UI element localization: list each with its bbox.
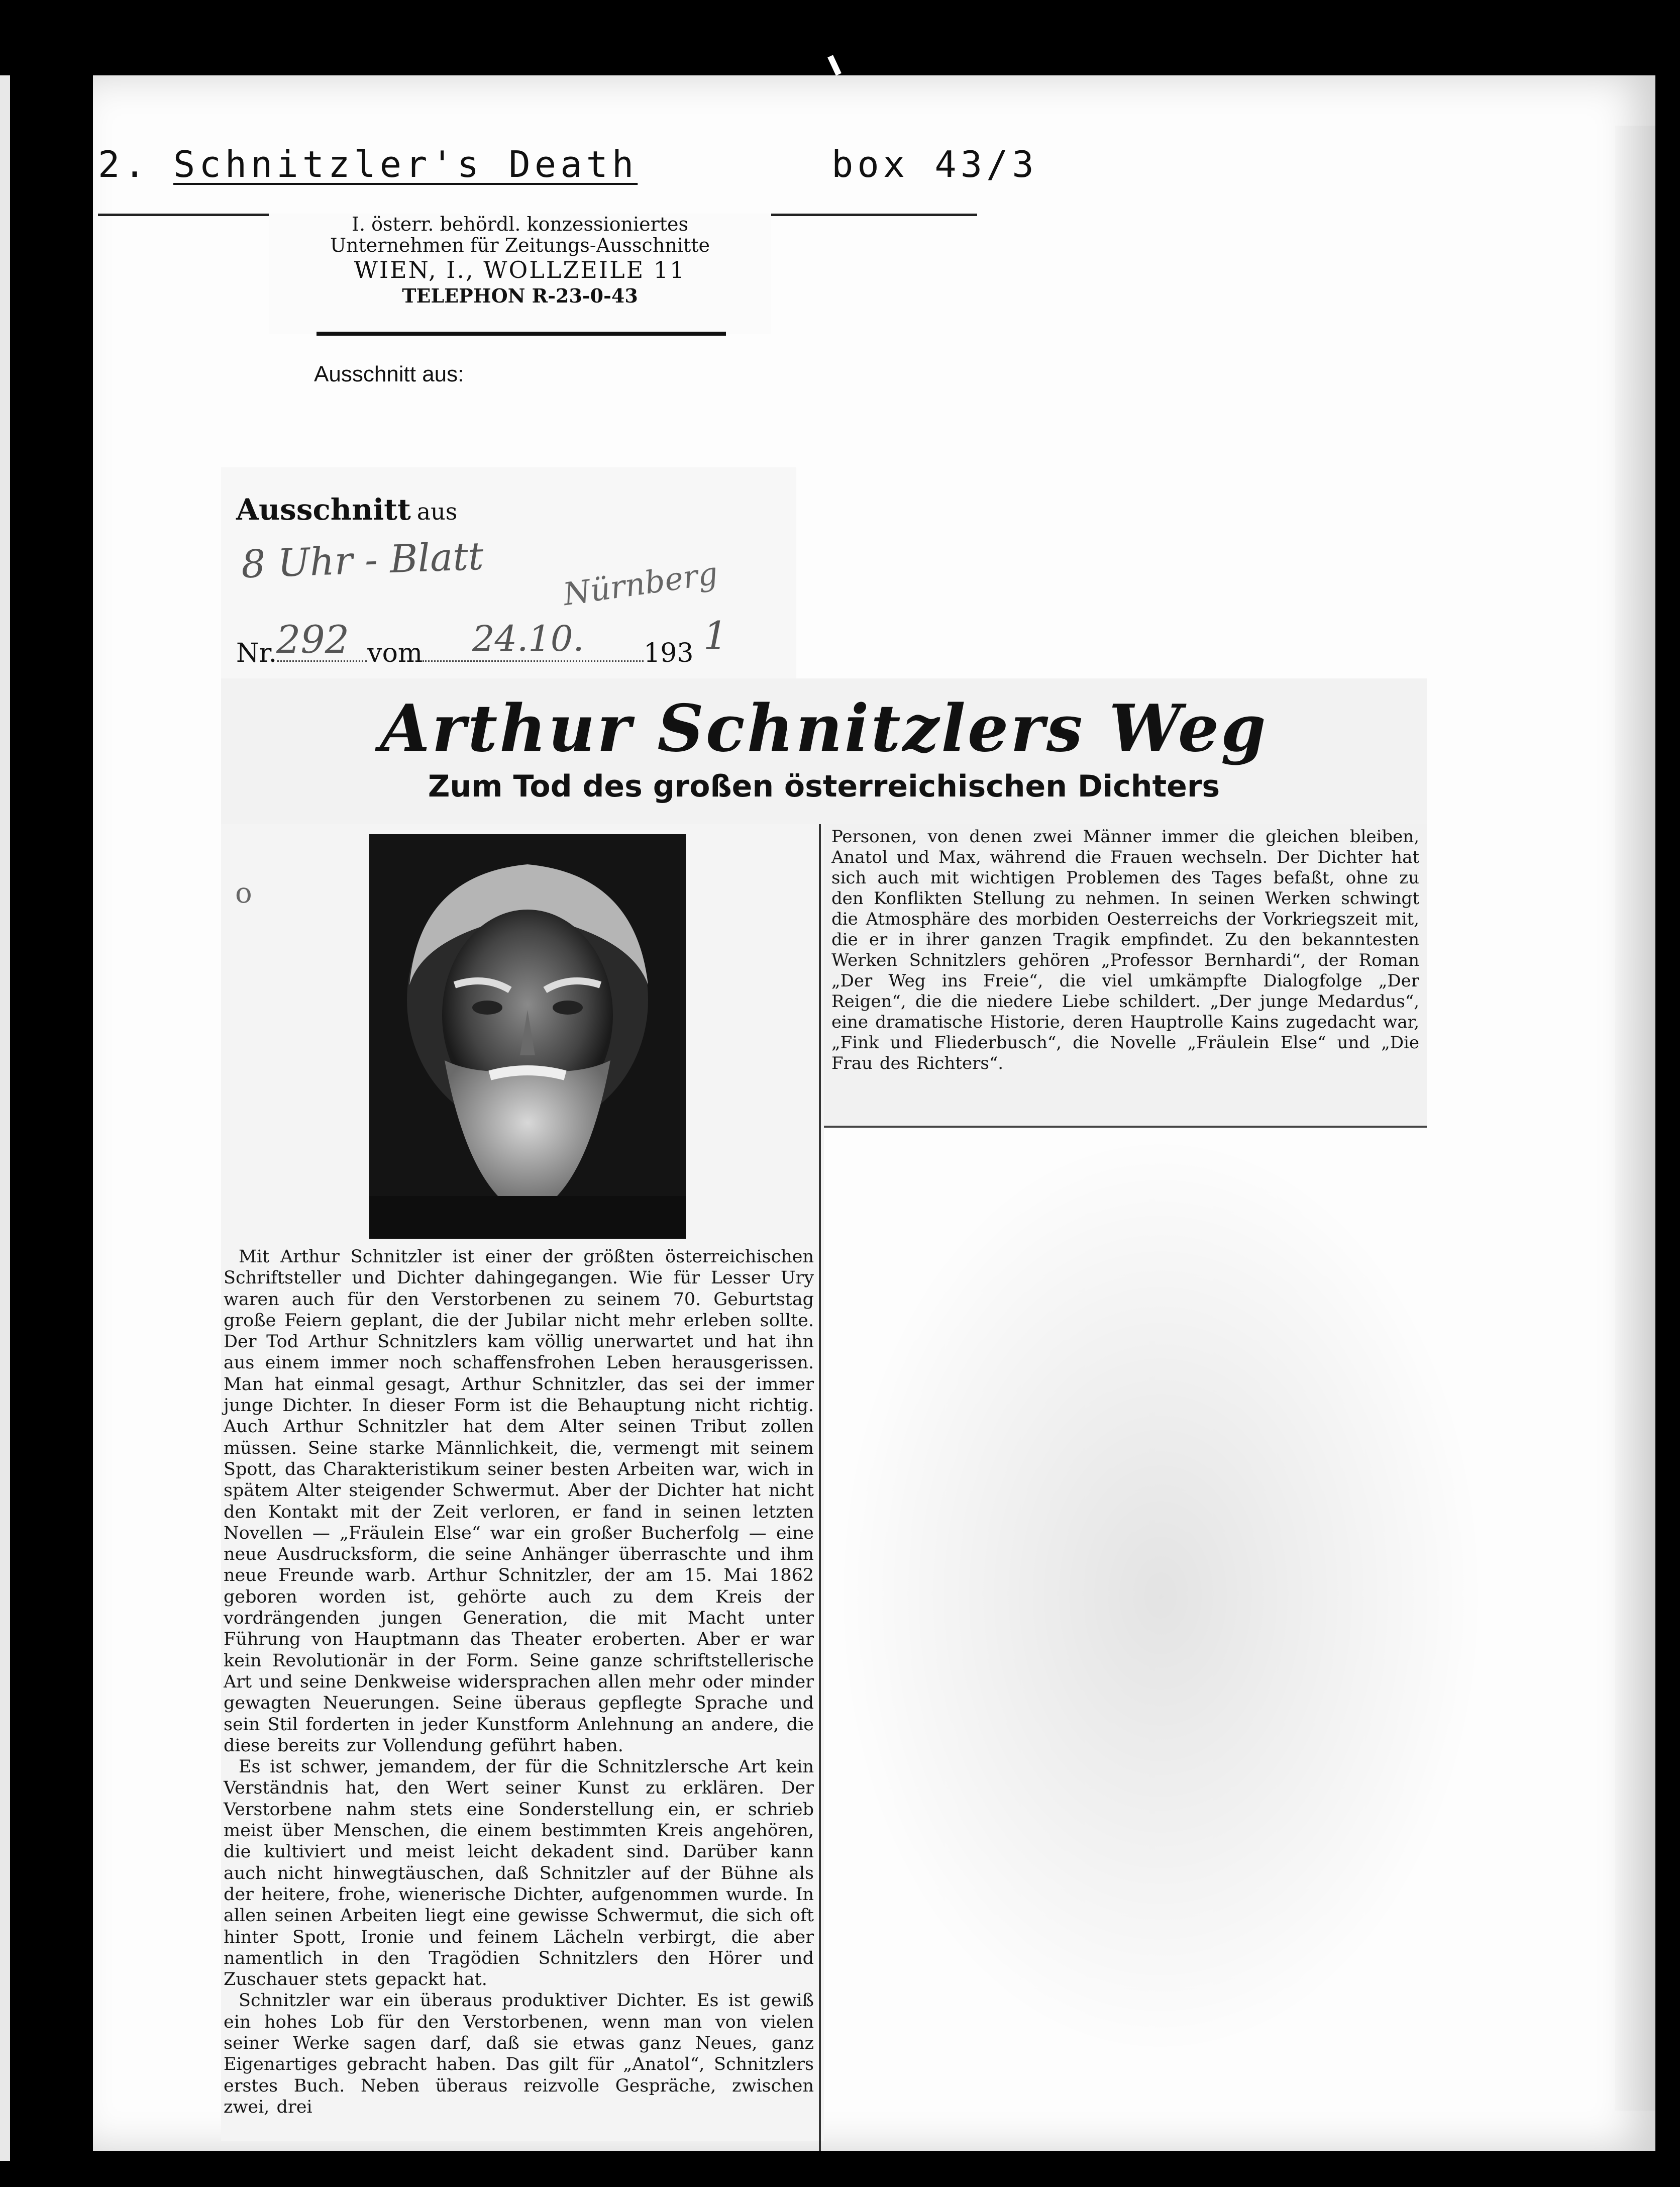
vom-label: vom [367,638,423,668]
article-subheadline: Zum Tod des großen österreichischen Dichters [428,769,1220,804]
agency-address: WIEN, I., WOLLZEILE 11 [354,256,686,283]
header-title: Schnitzler's Death [173,143,638,185]
clipping-edge [819,824,821,2151]
handwritten-year: 1 [703,613,728,658]
agency-line-1: I. österr. behördl. konzessioniertes [351,213,689,235]
nr-label: Nr. [236,638,277,668]
portrait-photo [369,834,686,1239]
page-shading [834,1131,1487,2060]
right-column-paragraph: Personen, von denen zwei Männer immer die gleichen bleiben, Anatol und Max, während die Frauen wechseln. Der Dichter hat sich auch mit wichtigen Problemen des Tages befaßt, ohne zu den Konflikten Stellung zu nehmen. In seinen Werken schwingt die Atmosphäre des morbiden Oesterreichs der Vorkriegszeit mit, die er in ihrer ganzen Tragik empfindet. Zu den bekanntesten Werken Schnitzlers gehören „Professor Bernhardi“, der Roman „Der Weg ins Freie“, die viel umkämpfte Dialogfolge „Der Reigen“, die die niedere Liebe schildert. „Der junge Medardus“, eine dramatische Historie, deren Hauptrolle Kains zugedacht war, „Fink und Fliederbusch“, die Novelle „Fräulein Else“ und „Die Frau des Richters“. [831,827,1419,1073]
scan-mark [827,55,842,75]
clipping-slip [221,467,796,693]
header-box-number: box 43/3 [831,143,1038,185]
handwritten-number: 292 [276,617,350,662]
agency-rule [317,332,726,336]
slip-label-suffix: aus [416,498,458,525]
year-prefix: 193 [644,638,694,668]
header-number: 2. [98,143,150,185]
slip-label: Ausschnitt aus [236,492,458,527]
handwritten-source: 8 Uhr - Blatt [240,533,484,587]
margin-mark: o [235,877,252,910]
article-left-column-text [224,1246,814,2118]
article-paragraph-2: Es ist schwer, jemandem, der für die Schnitzlersche Art kein Verständnis hat, den Wert seiner Kunst zu erklären. Der Verstorbene nahm stets eine Sonderstellung ein, er schrieb meist über Menschen, die einem bestimmten Kreis angehören, die kultiviert und meist leicht dekadent sind. Darüber kann auch nicht hinwegtäuschen, daß Schnitzler auf der Bühne als der heitere, frohe, wienerische Dichter, aufgenommen wurde. In allen seinen Arbeiten liegt eine gewisse Schwermut, die sich oft hinter Spott, Ironie und feinem Lächeln verbirgt, die aber namentlich in den Tragödien Schnitzlers den Hörer und Zuschauer stets gepackt hat. [224,1757,814,1990]
archive-header [98,143,1038,198]
page-edge [1615,126,1655,2111]
handwritten-date: 24.10. [472,618,584,659]
article-headline: Arthur Schnitzlers Weg [380,691,1268,766]
agency-line-2: Unternehmen für Zeitungs-Ausschnitte [330,234,710,256]
handwritten-edition: Nürnberg [561,554,720,613]
article-right-column-text [831,827,1419,1074]
agency-from-label: Ausschnitt aus: [314,362,464,386]
agency-telephone: TELEPHON R-23-0-43 [402,284,638,307]
article-paragraph-1: Mit Arthur Schnitzler ist einer der größten österreichischen Schriftsteller und Dichter dahingegangen. Wie für Lesser Ury waren auch für den Verstorbenen zu seinem 70. Geburtstag große Feiern geplant, die der Jubilar nicht mehr erleben sollte. Der Tod Arthur Schnitzlers kam völlig unerwartet und hat ihn aus einem immer noch schaffensfrohen Leben herausgerissen. Man hat einmal gesagt, Arthur Schnitzler, das sei der immer junge Dichter. In dieser Form ist die Behauptung nicht richtig. Auch Arthur Schnitzler hat dem Alter seinen Tribut zollen müssen. Seine starke Männlichkeit, die, vermengt mit seinem Spott, das Charakteristikum seiner besten Arbeiten war, wich in spätem Alter steigender Schwermut. Aber der Dichter hat nicht den Kontakt mit der Zeit verloren, er fand in seinen letzten Novellen — „Fräulein Else“ war ein großer Bucherfolg — eine neue Ausdrucksform, die seine Anhänger überraschte und ihm neue Freunde warb. Arthur Schnitzler, der am 15. Mai 1862 geboren worden ist, gehörte auch zu dem Kreis der vordrängenden jungen Generation, die mit Macht unter Führung von Hauptmann das Theater eroberten. Aber er war kein Revolutionär in der Form. Seine ganze schriftstellerische Art und seine Denkweise widersprachen allen mehr oder minder gewagten Neuerungen. Seine überaus gepflegte Sprache und sein Stil forderten in jeder Kunstform Anlehnung an andere, die diese bereits zur Vollendung geführt haben. [224,1247,814,1756]
scan-left-edge [0,75,10,2161]
article-paragraph-3: Schnitzler war ein überaus produktiver Dichter. Es ist gewiß ein hohes Lob für den Verstorbenen, wenn man von vielen seiner Werke sagen darf, daß sie etwas ganz Neues, ganz Eigenartiges gebracht haben. Das gilt für „Anatol“, Schnitzlers erstes Buch. Neben überaus reizvolle Gespräche, zwischen zwei, drei [224,1991,814,2117]
clipping-agency-stamp [269,214,771,334]
